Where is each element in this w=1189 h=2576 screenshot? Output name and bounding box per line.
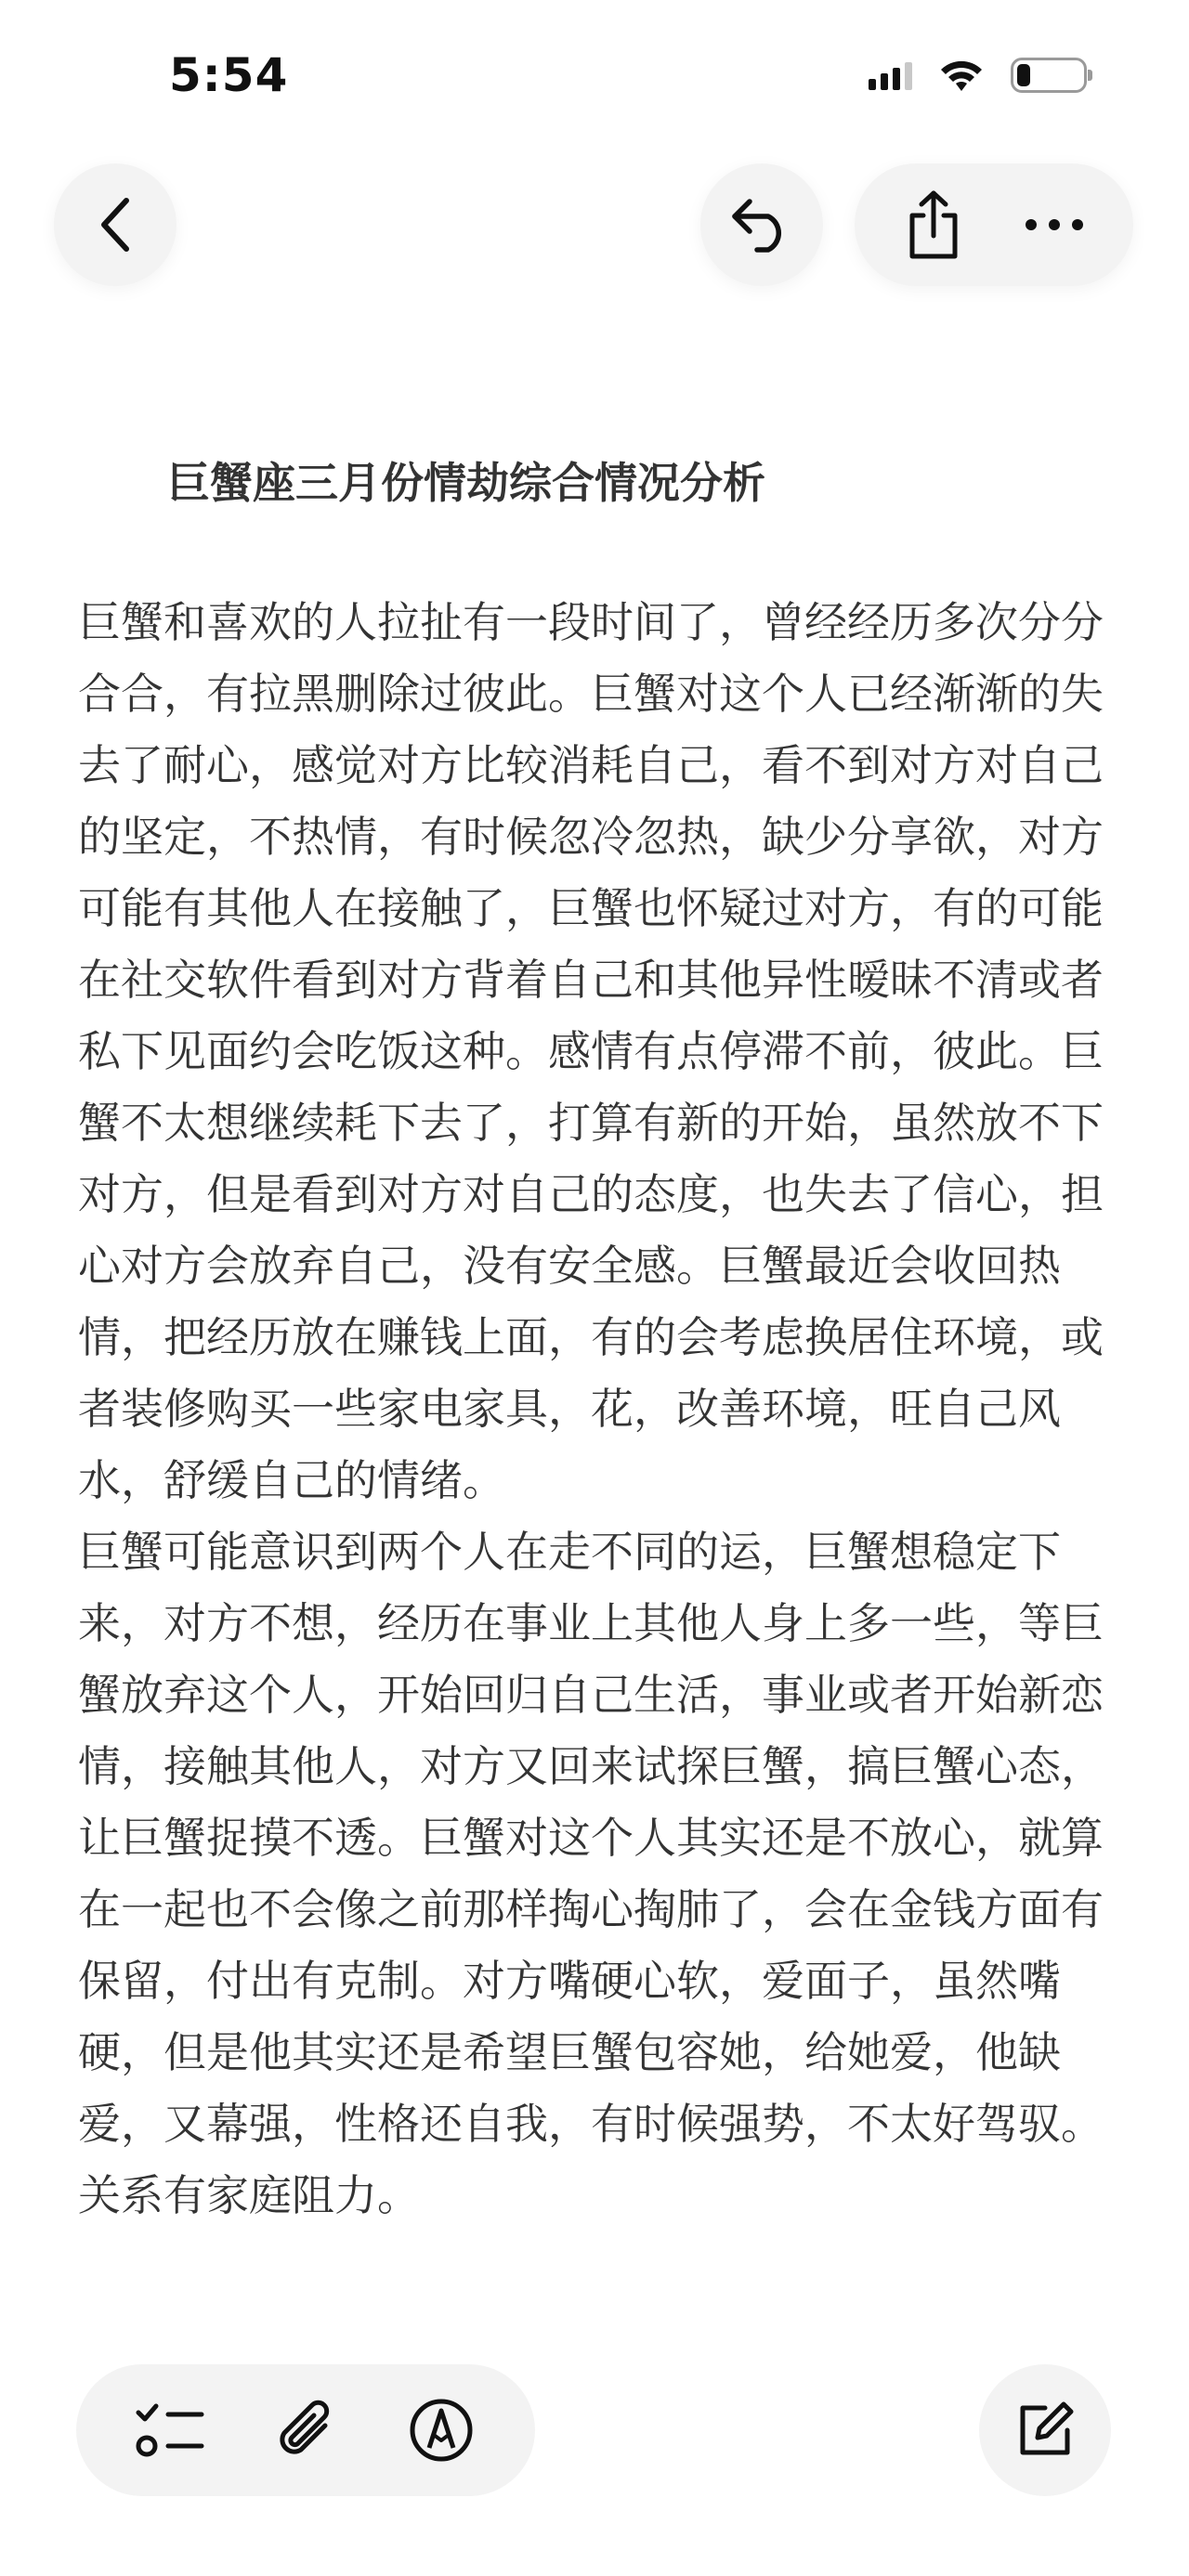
note-title[interactable]: 巨蟹座三月份情劫综合情况分析 (167, 458, 765, 508)
battery-icon (1011, 58, 1087, 93)
status-bar (0, 0, 1189, 158)
attachment-button[interactable] (255, 2379, 357, 2481)
markup-button[interactable] (390, 2379, 492, 2481)
bottom-toolbar (76, 2364, 535, 2496)
compose-icon (1013, 2399, 1077, 2462)
status-icons (869, 58, 1087, 93)
status-time: 5:54 (169, 48, 289, 102)
wifi-icon (938, 58, 985, 93)
battery-level (1017, 64, 1030, 86)
signal-icon (869, 60, 912, 90)
compose-button[interactable] (979, 2364, 1111, 2496)
attachment-icon (275, 2398, 336, 2463)
note-actions (855, 163, 1133, 286)
back-icon (95, 195, 136, 254)
more-button[interactable] (1003, 174, 1105, 276)
undo-button[interactable] (700, 163, 823, 286)
note-body[interactable] (78, 587, 1115, 2231)
share-button[interactable] (882, 174, 985, 276)
checklist-icon (135, 2400, 205, 2461)
note-paragraph: 巨蟹可能意识到两个人在走不同的运，巨蟹想稳定下来，对方不想，经历在事业上其他人身上多一些，等巨蟹放弃这个人，开始回归自己生活，事业或者开始新恋情，接触其他人，对方又回来试探巨蟹，搞巨蟹心态，让巨蟹捉摸不透。巨蟹对这个人其实还是不放心，就算在一起也不会像之前那样掏心掏肺了，会在金钱方面有保留，付出有克制。对方嘴硬心软，爱面子，虽然嘴硬，但是他其实还是希望巨蟹包容她，给她爱，他缺爱，又幕强，性格还自我，有时候强势，不太好驾驭。关系有家庭阻力。 (78, 1527, 1104, 2220)
checklist-button[interactable] (119, 2379, 221, 2481)
back-button[interactable] (54, 163, 176, 286)
more-icon (1025, 218, 1084, 231)
undo-icon (729, 196, 794, 254)
markup-icon (409, 2398, 474, 2463)
share-icon (905, 189, 962, 260)
note-paragraph: 巨蟹和喜欢的人拉扯有一段时间了，曾经经历多次分分合合，有拉黑删除过彼此。巨蟹对这个人已经渐渐的失去了耐心，感觉对方比较消耗自己，看不到对方对自己的坚定，不热情，有时候忽冷忽热，缺少分享欲，对方可能有其他人在接触了，巨蟹也怀疑过对方，有的可能在社交软件看到对方背着自己和其他异性暧昧不清或者私下见面约会吃饭这种。感情有点停滞不前，彼此。巨蟹不太想继续耗下去了，打算有新的开始，虽然放不下对方，但是看到对方对自己的态度，也失去了信心，担心对方会放弃自己，没有安全感。巨蟹最近会收回热情，把经历放在赚钱上面，有的会考虑换居住环境，或者装修购买一些家电家具，花，改善环境，旺自己风水，舒缓自己的情绪。 (78, 597, 1104, 1505)
